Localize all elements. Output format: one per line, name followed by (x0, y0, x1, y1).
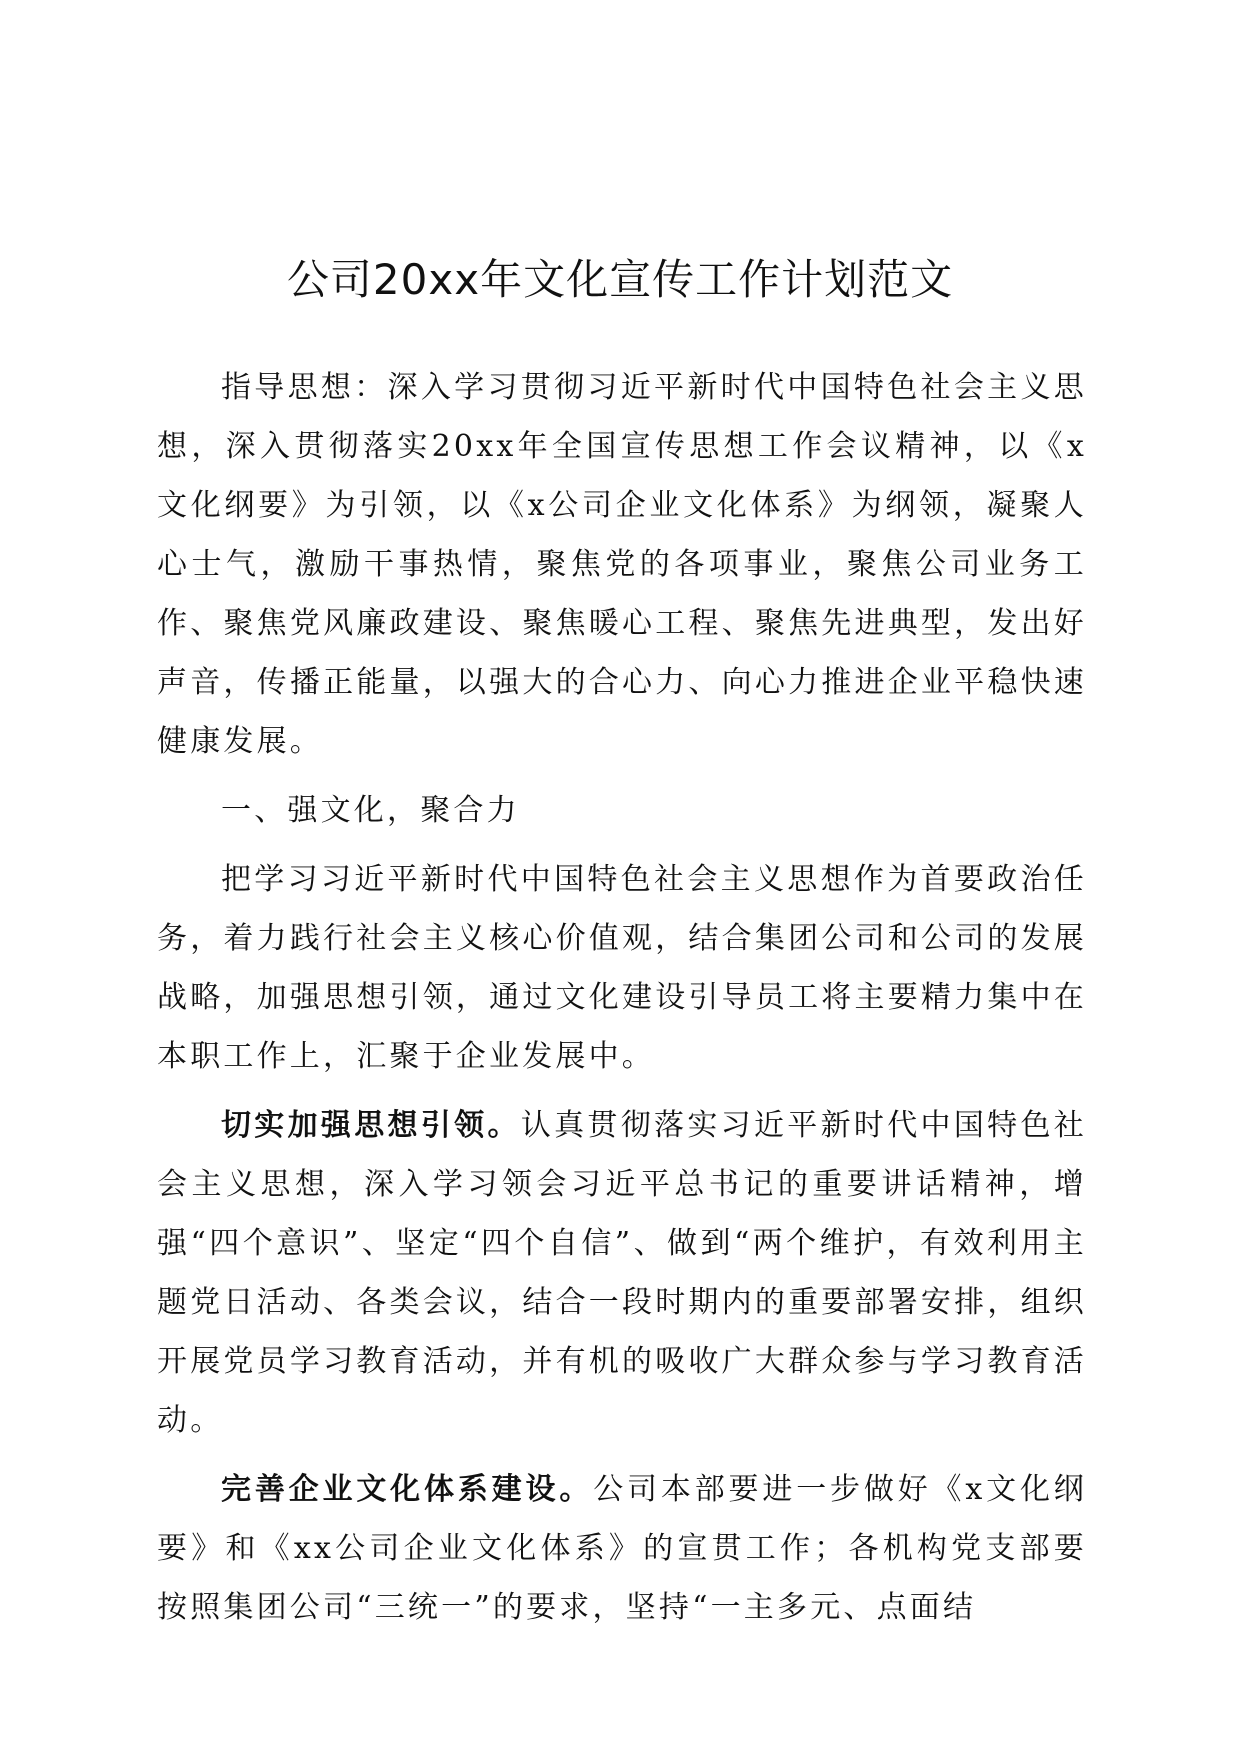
item-2-lead: 完善企业文化体系建设。 (221, 1472, 594, 1507)
item-2-text: 公司本部要进一步做好《x文化纲要》和《xx公司企业文化体系》的宣贯工作；各机构党支部要按照集团公司“三统一”的要求，坚持“一主多元、点面结 (157, 1472, 1087, 1625)
document-title: 公司20xx年文化宣传工作计划范文 (286, 255, 954, 304)
item-2-paragraph (157, 1460, 1087, 1637)
section-1-paragraph: 把学习习近平新时代中国特色社会主义思想作为首要政治任务，着力践行社会主义核心价值观，结合集团公司和公司的发展战略，加强思想引领，通过文化建设引导员工将主要精力集中在本职工作上，汇聚于企业发展中。 (157, 862, 1087, 1074)
intro-paragraph: 指导思想：深入学习贯彻习近平新时代中国特色社会主义思想，深入贯彻落实20xx年全国宣传思想工作会议精神，以《x文化纲要》为引领，以《x公司企业文化体系》为纲领，凝聚人心士气，激励干事热情，聚焦党的各项事业，聚焦公司业务工作、聚焦党风廉政建设、聚焦暖心工程、聚焦先进典型，发出好声音，传播正能量，以强大的合心力、向心力推进企业平稳快速健康发展。 (157, 370, 1087, 759)
item-1-lead: 切实加强思想引领。 (221, 1108, 521, 1143)
item-1-paragraph (157, 1096, 1087, 1450)
item-1-text: 认真贯彻落实习近平新时代中国特色社会主义思想，深入学习领会习近平总书记的重要讲话精神，增强“四个意识”、坚定“四个自信”、做到“两个维护，有效利用主题党日活动、各类会议，结合一段时期内的重要部署安排，组织开展党员学习教育活动，并有机的吸收广大群众参与学习教育活动。 (157, 1108, 1087, 1438)
document-body (157, 358, 1087, 1637)
section-heading-1: 一、强文化，聚合力 (221, 793, 520, 828)
